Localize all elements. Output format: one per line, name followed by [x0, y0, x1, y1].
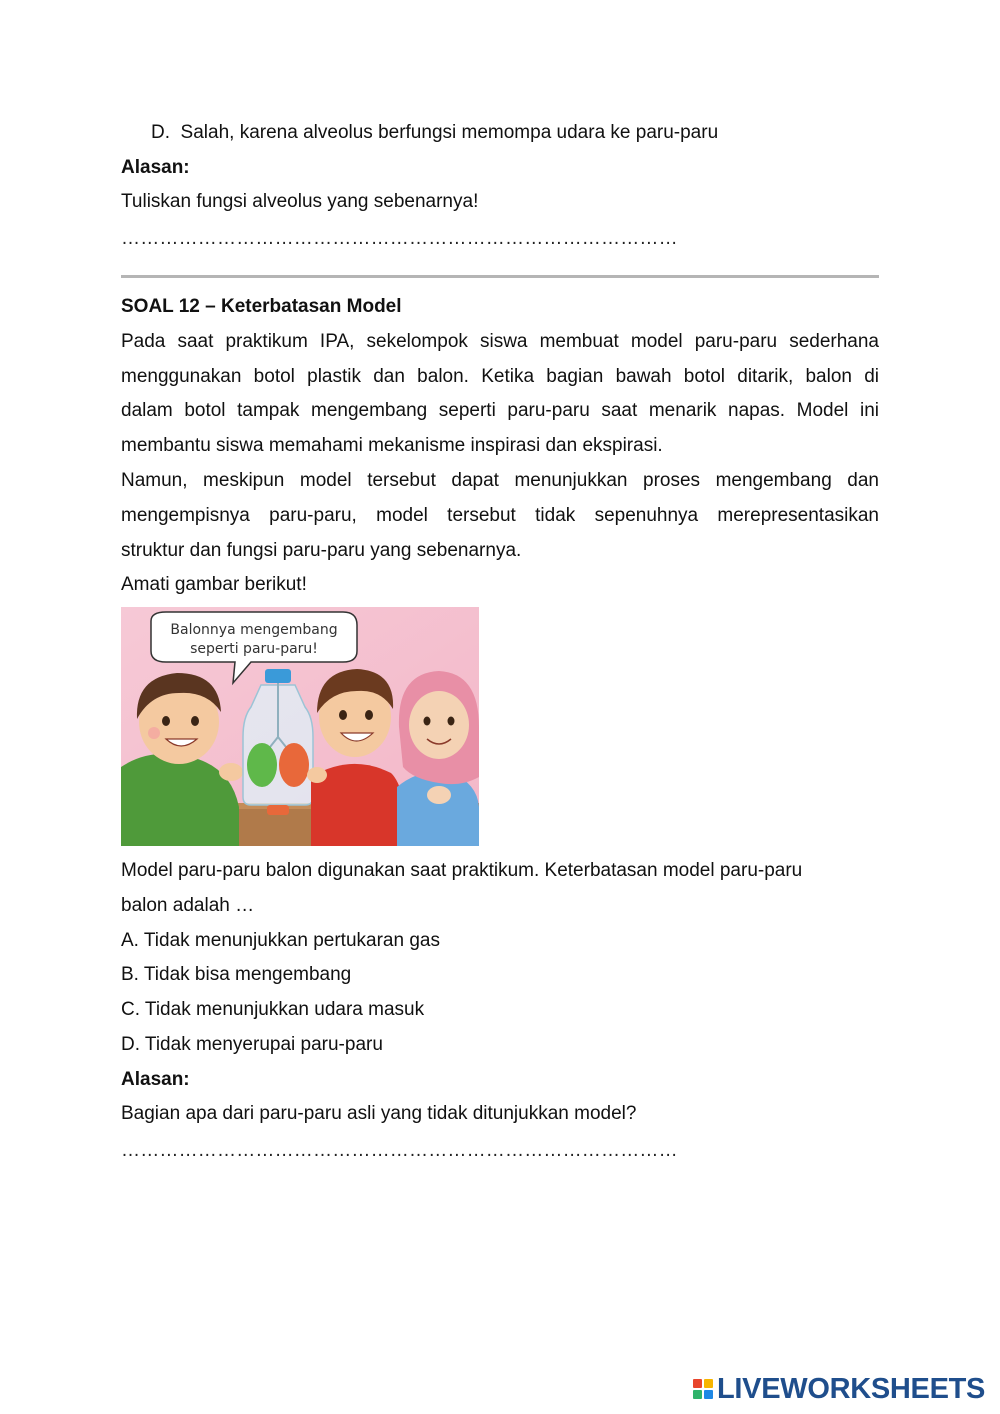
paragraph-line: menggunakan botol plastik dan balon. Ketika bagian bawah botol ditarik, balon di: [121, 366, 879, 387]
question-text-line-1: Model paru-paru balon digunakan saat praktikum. Keterbatasan model paru-paru: [121, 860, 803, 881]
logo-text: LIVEWORKSHEETS: [717, 1372, 986, 1405]
prev-answer-field[interactable]: ……………………………………………………………………………: [121, 228, 678, 249]
section-divider: [121, 275, 879, 278]
girl-right-figure: [397, 671, 479, 846]
question-title: SOAL 12 – Keterbatasan Model: [121, 296, 402, 317]
prev-reason-label: Alasan:: [121, 157, 190, 178]
paragraph-line: membantu siswa memahami mekanisme inspirasi dan ekspirasi.: [121, 435, 663, 456]
logo-block: [693, 1390, 702, 1399]
logo-mark-icon: [693, 1379, 713, 1399]
option-b[interactable]: B. Tidak bisa mengembang: [121, 964, 352, 985]
speech-line-2: seperti paru-paru!: [190, 641, 318, 657]
paragraph-line: struktur dan fungsi paru-paru yang sebenarnya.: [121, 540, 522, 561]
logo-block: [704, 1390, 713, 1399]
option-c[interactable]: C. Tidak menunjukkan udara masuk: [121, 999, 425, 1020]
liveworksheets-logo[interactable]: [693, 1374, 985, 1404]
logo-block: [693, 1379, 702, 1388]
logo-block: [704, 1379, 713, 1388]
reason-prompt: Bagian apa dari paru-paru asli yang tidak ditunjukkan model?: [121, 1103, 637, 1124]
paragraph-line: mengempisnya paru-paru, model tersebut tidak sepenuhnya merepresentasikan: [121, 505, 879, 526]
paragraph-line: dalam botol tampak mengembang seperti paru-paru saat menarik napas. Model ini: [121, 400, 879, 421]
observe-instruction: Amati gambar berikut!: [121, 574, 307, 595]
reason-label: Alasan:: [121, 1069, 190, 1090]
answer-field[interactable]: ……………………………………………………………………………: [121, 1140, 678, 1161]
prev-option-d[interactable]: D. Salah, karena alveolus berfungsi memompa udara ke paru-paru: [151, 122, 719, 143]
paragraph-line: Namun, meskipun model tersebut dapat menunjukkan proses mengembang dan: [121, 470, 879, 491]
lung-model-illustration: [121, 607, 479, 846]
option-a[interactable]: A. Tidak menunjukkan pertukaran gas: [121, 930, 440, 951]
question-text-line-2: balon adalah …: [121, 895, 255, 916]
paragraph-line: Pada saat praktikum IPA, sekelompok siswa membuat model paru-paru sederhana: [121, 331, 879, 352]
prev-reason-prompt: Tuliskan fungsi alveolus yang sebenarnya!: [121, 191, 479, 212]
speech-line-1: Balonnya mengembang: [170, 622, 338, 638]
option-d[interactable]: D. Tidak menyerupai paru-paru: [121, 1034, 383, 1055]
